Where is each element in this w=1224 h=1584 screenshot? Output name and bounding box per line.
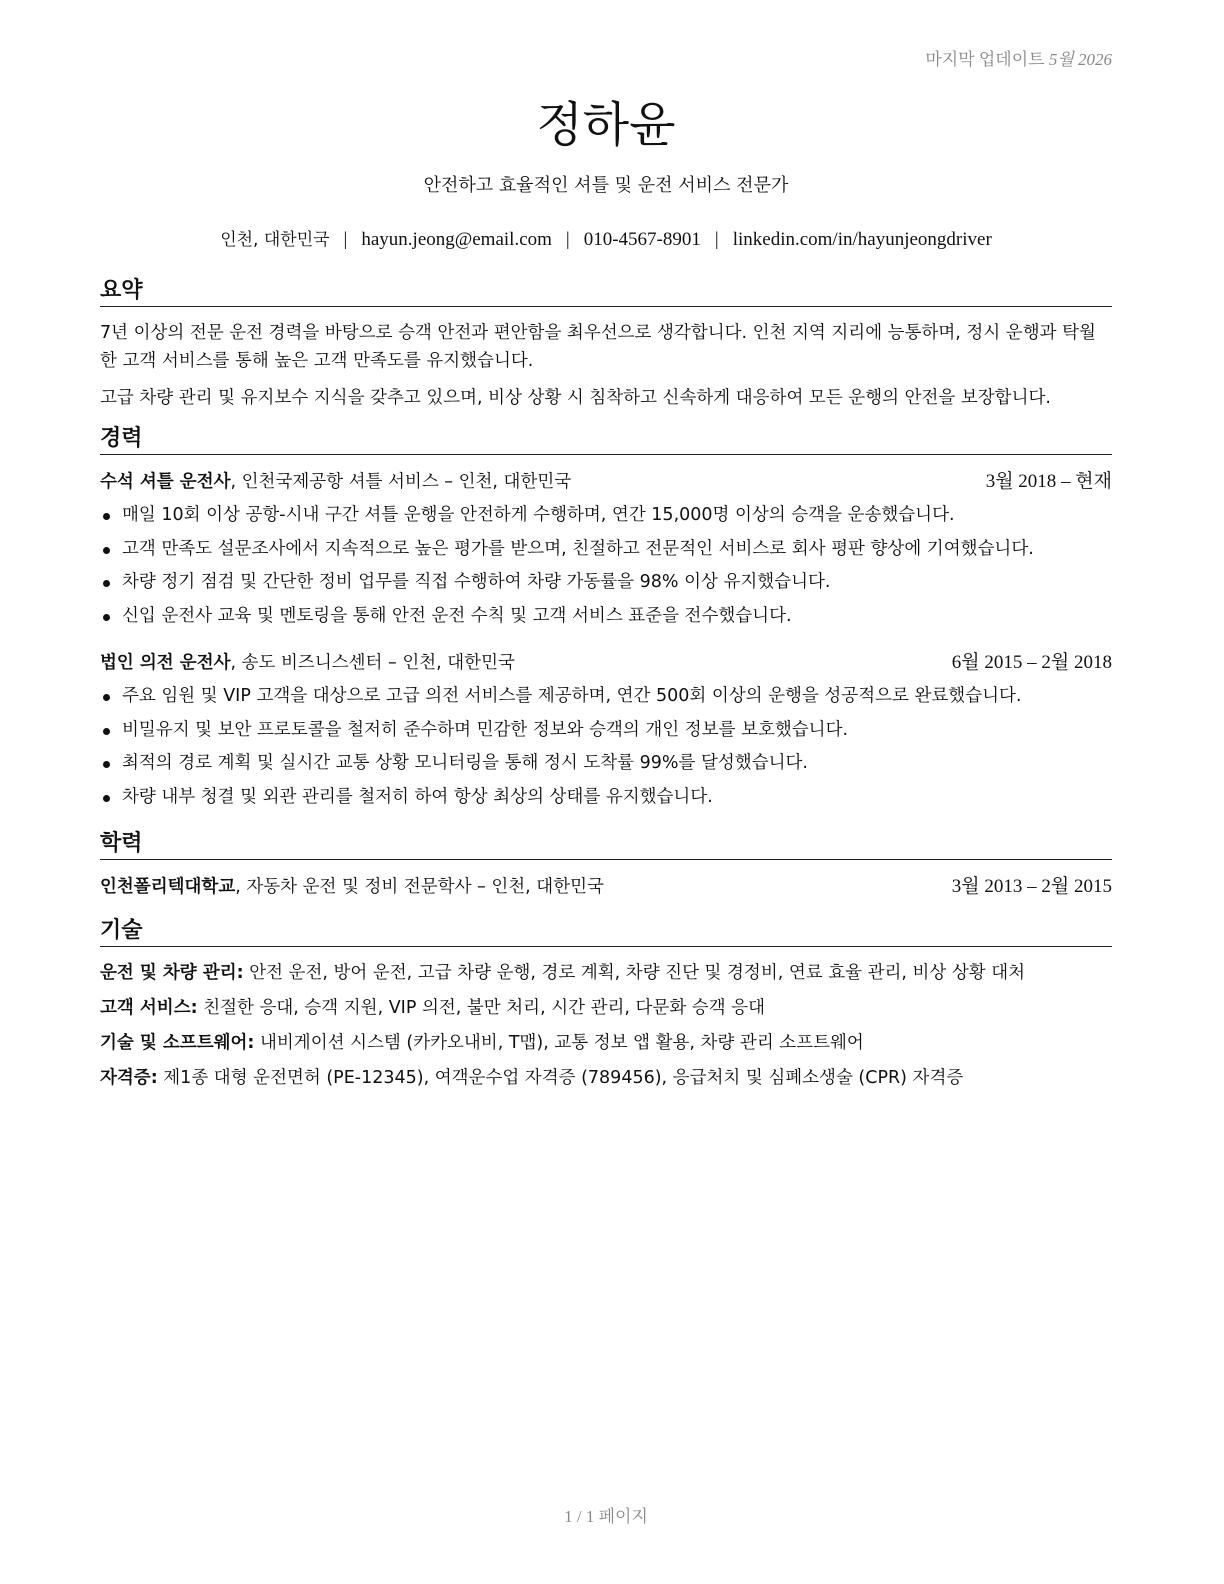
skill-label: 고객 서비스: <box>100 998 198 1018</box>
skill-text: 친절한 응대, 승객 지원, VIP 의전, 불만 처리, 시간 관리, 다문화 승객 응대 <box>197 998 765 1018</box>
headline: 안전하고 효율적인 셔틀 및 운전 서비스 전문가 <box>423 175 789 196</box>
contact-line <box>100 225 1112 251</box>
job-header <box>100 469 1112 495</box>
job-bullets <box>100 680 1112 814</box>
separator: | <box>343 229 348 250</box>
section-title: 기술 <box>100 917 1112 947</box>
education-dates: 3월 2013 – 2월 2015 <box>951 876 1112 897</box>
candidate-name: 정하윤 <box>536 97 676 153</box>
skills-section <box>100 917 1112 1096</box>
job-role: 법인 의전 운전사 <box>100 653 231 673</box>
skill-label: 기술 및 소프트웨어: <box>100 1033 255 1053</box>
job-dates: 3월 2018 – 현재 <box>985 471 1112 492</box>
summary-section <box>100 277 1112 412</box>
skill-text: 제1종 대형 운전면허 (PE-12345), 여객운수업 자격증 (789456), 응급처치 및 심폐소생술 (CPR) 자격증 <box>157 1068 964 1088</box>
skill-line <box>100 1061 1112 1096</box>
list-item: 비밀유지 및 보안 프로토콜을 철저히 준수하며 민감한 정보와 승객의 개인 정보를 보호했습니다. <box>100 714 1112 748</box>
job-org: , 인천국제공항 셔틀 서비스 – 인천, 대한민국 <box>230 472 572 492</box>
last-updated: 마지막 업데이트 5월 2026 <box>925 50 1112 69</box>
job-entry <box>100 650 1112 814</box>
summary-paragraph: 7년 이상의 전문 운전 경력을 바탕으로 승객 안전과 편안함을 최우선으로 생각합니다. 인천 지역 지리에 능통하며, 정시 운행과 탁월한 고객 서비스를 통해 높은 고객 만족도를 유지했습니다. <box>100 323 1096 371</box>
contact-linkedin[interactable]: linkedin.com/in/hayunjeongdriver <box>732 229 992 250</box>
separator: | <box>565 229 570 250</box>
job-role: 수석 셔틀 운전사 <box>100 472 231 492</box>
skills-list <box>100 956 1112 1096</box>
page-indicator: 1 / 1 페이지 <box>564 1507 648 1526</box>
job-header <box>100 650 1112 676</box>
list-item: 차량 내부 청결 및 외관 관리를 철저히 하여 항상 최상의 상태를 유지했습니다. <box>100 781 1112 815</box>
separator: | <box>714 229 719 250</box>
education-detail: , 자동차 운전 및 정비 전문학사 – 인천, 대한민국 <box>235 877 604 897</box>
summary-paragraph: 고급 차량 관리 및 유지보수 지식을 갖추고 있으며, 비상 상황 시 침착하고 신속하게 대응하여 모든 운행의 안전을 보장합니다. <box>100 388 1051 408</box>
list-item: 신입 운전사 교육 및 멘토링을 통해 안전 운전 수칙 및 고객 서비스 표준을 전수했습니다. <box>100 600 1112 634</box>
education-section <box>100 830 1112 900</box>
list-item: 고객 만족도 설문조사에서 지속적으로 높은 평가를 받으며, 친절하고 전문적인 서비스로 회사 평판 향상에 기여했습니다. <box>100 533 1112 567</box>
skill-text: 내비게이션 시스템 (카카오내비, T맵), 교통 정보 앱 활용, 차량 관리 소프트웨어 <box>254 1033 864 1053</box>
skill-label: 자격증: <box>100 1068 158 1088</box>
contact-email[interactable]: hayun.jeong@email.com <box>361 229 552 250</box>
resume-page <box>100 0 1112 1584</box>
skill-text: 안전 운전, 방어 운전, 고급 차량 운행, 경로 계획, 차량 진단 및 경정비, 연료 효율 관리, 비상 상황 대처 <box>243 963 1026 983</box>
list-item: 매일 10회 이상 공항-시내 구간 셔틀 운행을 안전하게 수행하며, 연간 15,000명 이상의 승객을 운송했습니다. <box>100 499 1112 533</box>
education-entry <box>100 874 1112 900</box>
job-org: , 송도 비즈니스센터 – 인천, 대한민국 <box>230 653 515 673</box>
skill-line <box>100 991 1112 1026</box>
skill-line <box>100 1026 1112 1061</box>
skill-label: 운전 및 차량 관리: <box>100 963 244 983</box>
section-title: 학력 <box>100 830 1112 860</box>
list-item: 차량 정기 점검 및 간단한 정비 업무를 직접 수행하여 차량 가동률을 98% 이상 유지했습니다. <box>100 566 1112 600</box>
skill-line <box>100 956 1112 991</box>
contact-phone: 010-4567-8901 <box>583 229 701 250</box>
section-title: 경력 <box>100 425 1112 455</box>
job-entry <box>100 469 1112 633</box>
experience-section <box>100 425 1112 814</box>
job-bullets <box>100 499 1112 633</box>
job-dates: 6월 2015 – 2월 2018 <box>951 652 1112 673</box>
section-title: 요약 <box>100 277 1112 307</box>
list-item: 최적의 경로 계획 및 실시간 교통 상황 모니터링을 통해 정시 도착률 99%를 달성했습니다. <box>100 747 1112 781</box>
contact-location: 인천, 대한민국 <box>220 230 330 250</box>
list-item: 주요 임원 및 VIP 고객을 대상으로 고급 의전 서비스를 제공하며, 연간 500회 이상의 운행을 성공적으로 완료했습니다. <box>100 680 1112 714</box>
school-name: 인천폴리텍대학교 <box>100 877 236 897</box>
